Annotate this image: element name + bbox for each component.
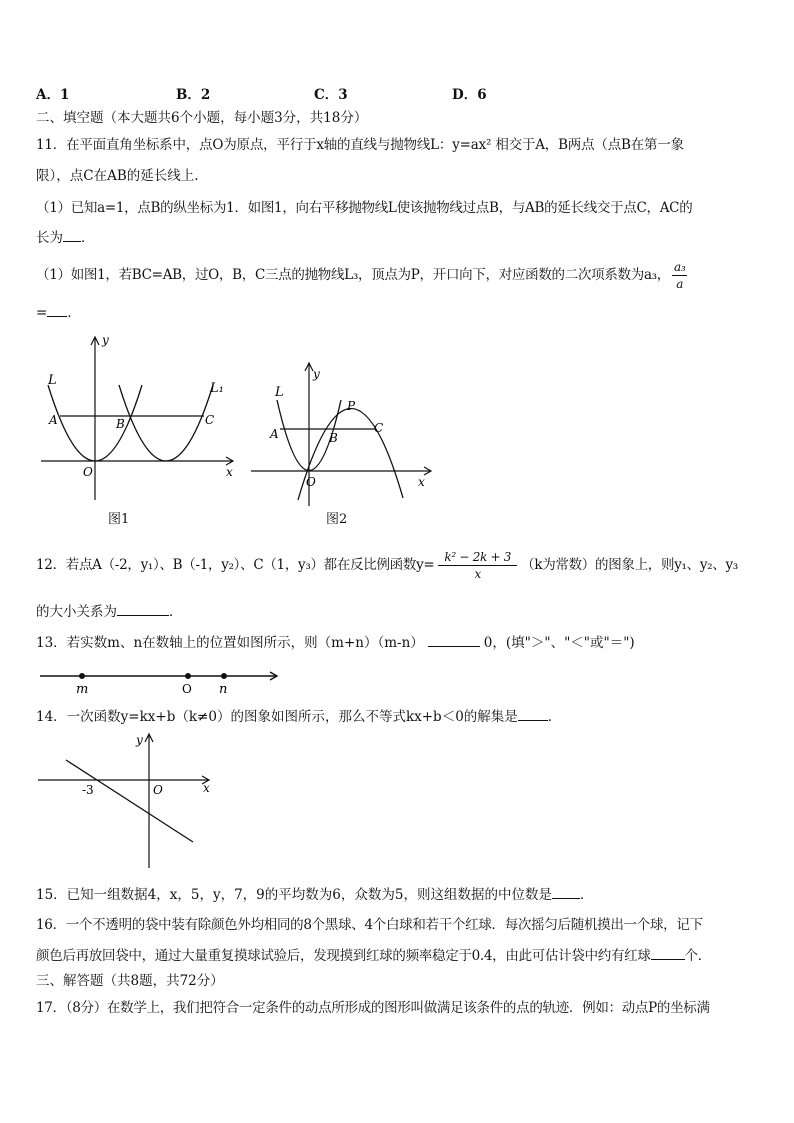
q15-text-a: 15．已知一组数据4，x，5，y，7，9的平均数为6，众数为5，则这组数据的中位数是 bbox=[36, 887, 552, 903]
label-y: y bbox=[136, 733, 143, 747]
label-m: m bbox=[76, 682, 89, 696]
q11-part1-text: 长为 bbox=[36, 230, 63, 246]
parabola-l1 bbox=[119, 385, 213, 461]
choice-row bbox=[36, 83, 596, 101]
label-x: x bbox=[226, 465, 233, 479]
section-2-heading: 二、填空题（本大题共6个小题，每小题3分，共18分） bbox=[36, 110, 368, 126]
q11-part1-line1: （1）已知a=1，点B的纵坐标为1．如图1，向右平移抛物线L使该抛物线过点B，与AB的延长线交于点C，AC的 bbox=[36, 200, 693, 216]
q11-part2-eq: = bbox=[36, 305, 48, 321]
function-line bbox=[66, 760, 193, 842]
choice-c: C．3 bbox=[314, 87, 348, 103]
q11-part2-line2 bbox=[36, 304, 81, 322]
q15-end: ． bbox=[579, 887, 594, 903]
q14-linear-function-graph bbox=[36, 730, 226, 870]
point-o bbox=[185, 673, 191, 679]
fraction-k-expression-over-x bbox=[438, 549, 517, 582]
answer-blank bbox=[63, 229, 81, 242]
answer-blank bbox=[651, 947, 685, 960]
answer-blank bbox=[117, 603, 169, 616]
q12-text-c: 的大小关系为 bbox=[36, 604, 117, 620]
choice-b: B．2 bbox=[176, 87, 211, 103]
q11-part2-end: ． bbox=[67, 305, 81, 321]
figure-2-caption: 图2 bbox=[326, 512, 348, 527]
label-b: B bbox=[116, 417, 125, 431]
label-x: x bbox=[418, 475, 425, 489]
fraction-numerator: k² − 2k + 3 bbox=[438, 549, 517, 566]
label-p: P bbox=[347, 399, 356, 413]
q11-line1: 11．在平面直角坐标系中，点O为原点，平行于x轴的直线与抛物线L：y=ax² 相交于A，B两点（点B在第一象 bbox=[36, 137, 684, 153]
q16-line1: 16．一个不透明的袋中装有除颜色外均相同的8个黑球、4个白球和若干个红球．每次摇匀后随机摸出一个球，记下 bbox=[36, 917, 703, 933]
q11-part1-end: ． bbox=[81, 230, 95, 246]
q11-part2-line1 bbox=[36, 258, 689, 292]
label-n: n bbox=[219, 682, 228, 696]
choice-d: D．6 bbox=[452, 87, 487, 103]
q13-text-b: 0，(填"＞"、"＜"或"＝") bbox=[483, 635, 635, 651]
figure-1-diagram bbox=[36, 330, 241, 502]
label-l: L bbox=[275, 385, 284, 400]
figure-2-diagram bbox=[248, 358, 436, 508]
q13-number-line bbox=[36, 664, 284, 696]
q12-text-b: （k为常数）的图象上，则y₁、y₂、y₃ bbox=[521, 557, 738, 573]
label-origin: O bbox=[83, 465, 93, 479]
label-x: x bbox=[203, 781, 210, 795]
q13-text-a: 13．若实数m、n在数轴上的位置如图所示，则（m+n）（m-n） bbox=[36, 635, 424, 651]
figure-1-caption: 图1 bbox=[108, 512, 130, 527]
answer-blank bbox=[47, 304, 67, 317]
label-a: A bbox=[270, 427, 279, 441]
point-n bbox=[221, 673, 227, 679]
q12-line2 bbox=[36, 603, 183, 621]
q12-line1 bbox=[36, 546, 738, 584]
label-neg-3: -3 bbox=[82, 783, 94, 797]
q16-end: 个． bbox=[684, 948, 711, 964]
label-origin: O bbox=[182, 682, 192, 696]
q14-text bbox=[36, 708, 561, 726]
q15-text bbox=[36, 886, 593, 904]
label-c: C bbox=[205, 413, 215, 427]
q16-text-a: 颜色后再放回袋中，通过大量重复摸球试验后，发现摸到红球的频率稳定于0.4，由此可估计袋中约有红球 bbox=[36, 948, 651, 964]
q11-part2-text: （1）如图1，若BC=AB，过O，B，C三点的抛物线L₃，顶点为P，开口向下，对应函数的二次项系数为a₃， bbox=[36, 267, 670, 283]
q14-text-a: 14．一次函数y=kx+b（k≠0）的图象如图所示，那么不等式kx+b＜0的解集是 bbox=[36, 709, 518, 725]
fraction-a3-over-a bbox=[672, 259, 687, 292]
label-origin: O bbox=[153, 783, 163, 797]
choice-a: A．1 bbox=[36, 87, 70, 103]
fraction-numerator: a₃ bbox=[674, 260, 686, 274]
label-b: B bbox=[329, 431, 338, 445]
label-origin: O bbox=[306, 475, 316, 489]
q12-text-a: 12．若点A（-2，y₁）、B（-1，y₂）、C（1，y₃）都在反比例函数y= bbox=[36, 557, 435, 573]
label-a: A bbox=[49, 413, 58, 427]
label-l1: L₁ bbox=[210, 381, 224, 396]
q16-line2 bbox=[36, 947, 711, 965]
label-l: L bbox=[48, 373, 57, 388]
q11-line2: 限），点C在AB的延长线上. bbox=[36, 168, 199, 184]
q14-end: ． bbox=[547, 709, 562, 725]
point-m bbox=[79, 673, 85, 679]
answer-blank bbox=[552, 886, 580, 899]
label-c: C bbox=[374, 421, 384, 435]
q12-end: ． bbox=[169, 604, 183, 620]
fraction-denominator: a bbox=[676, 277, 684, 291]
section-3-heading: 三、解答题（共8题，共72分） bbox=[36, 973, 224, 989]
q11-part1-line2 bbox=[36, 229, 95, 247]
label-y: y bbox=[313, 367, 320, 381]
q13-text bbox=[36, 634, 635, 652]
answer-blank bbox=[518, 708, 548, 721]
q17-text: 17．（8分）在数学上，我们把符合一定条件的动点所形成的图形叫做满足该条件的点的轨迹．例如：动点P的坐标满 bbox=[36, 1000, 710, 1016]
fraction-denominator: x bbox=[474, 567, 481, 581]
answer-blank bbox=[428, 634, 480, 647]
label-y: y bbox=[102, 333, 109, 347]
